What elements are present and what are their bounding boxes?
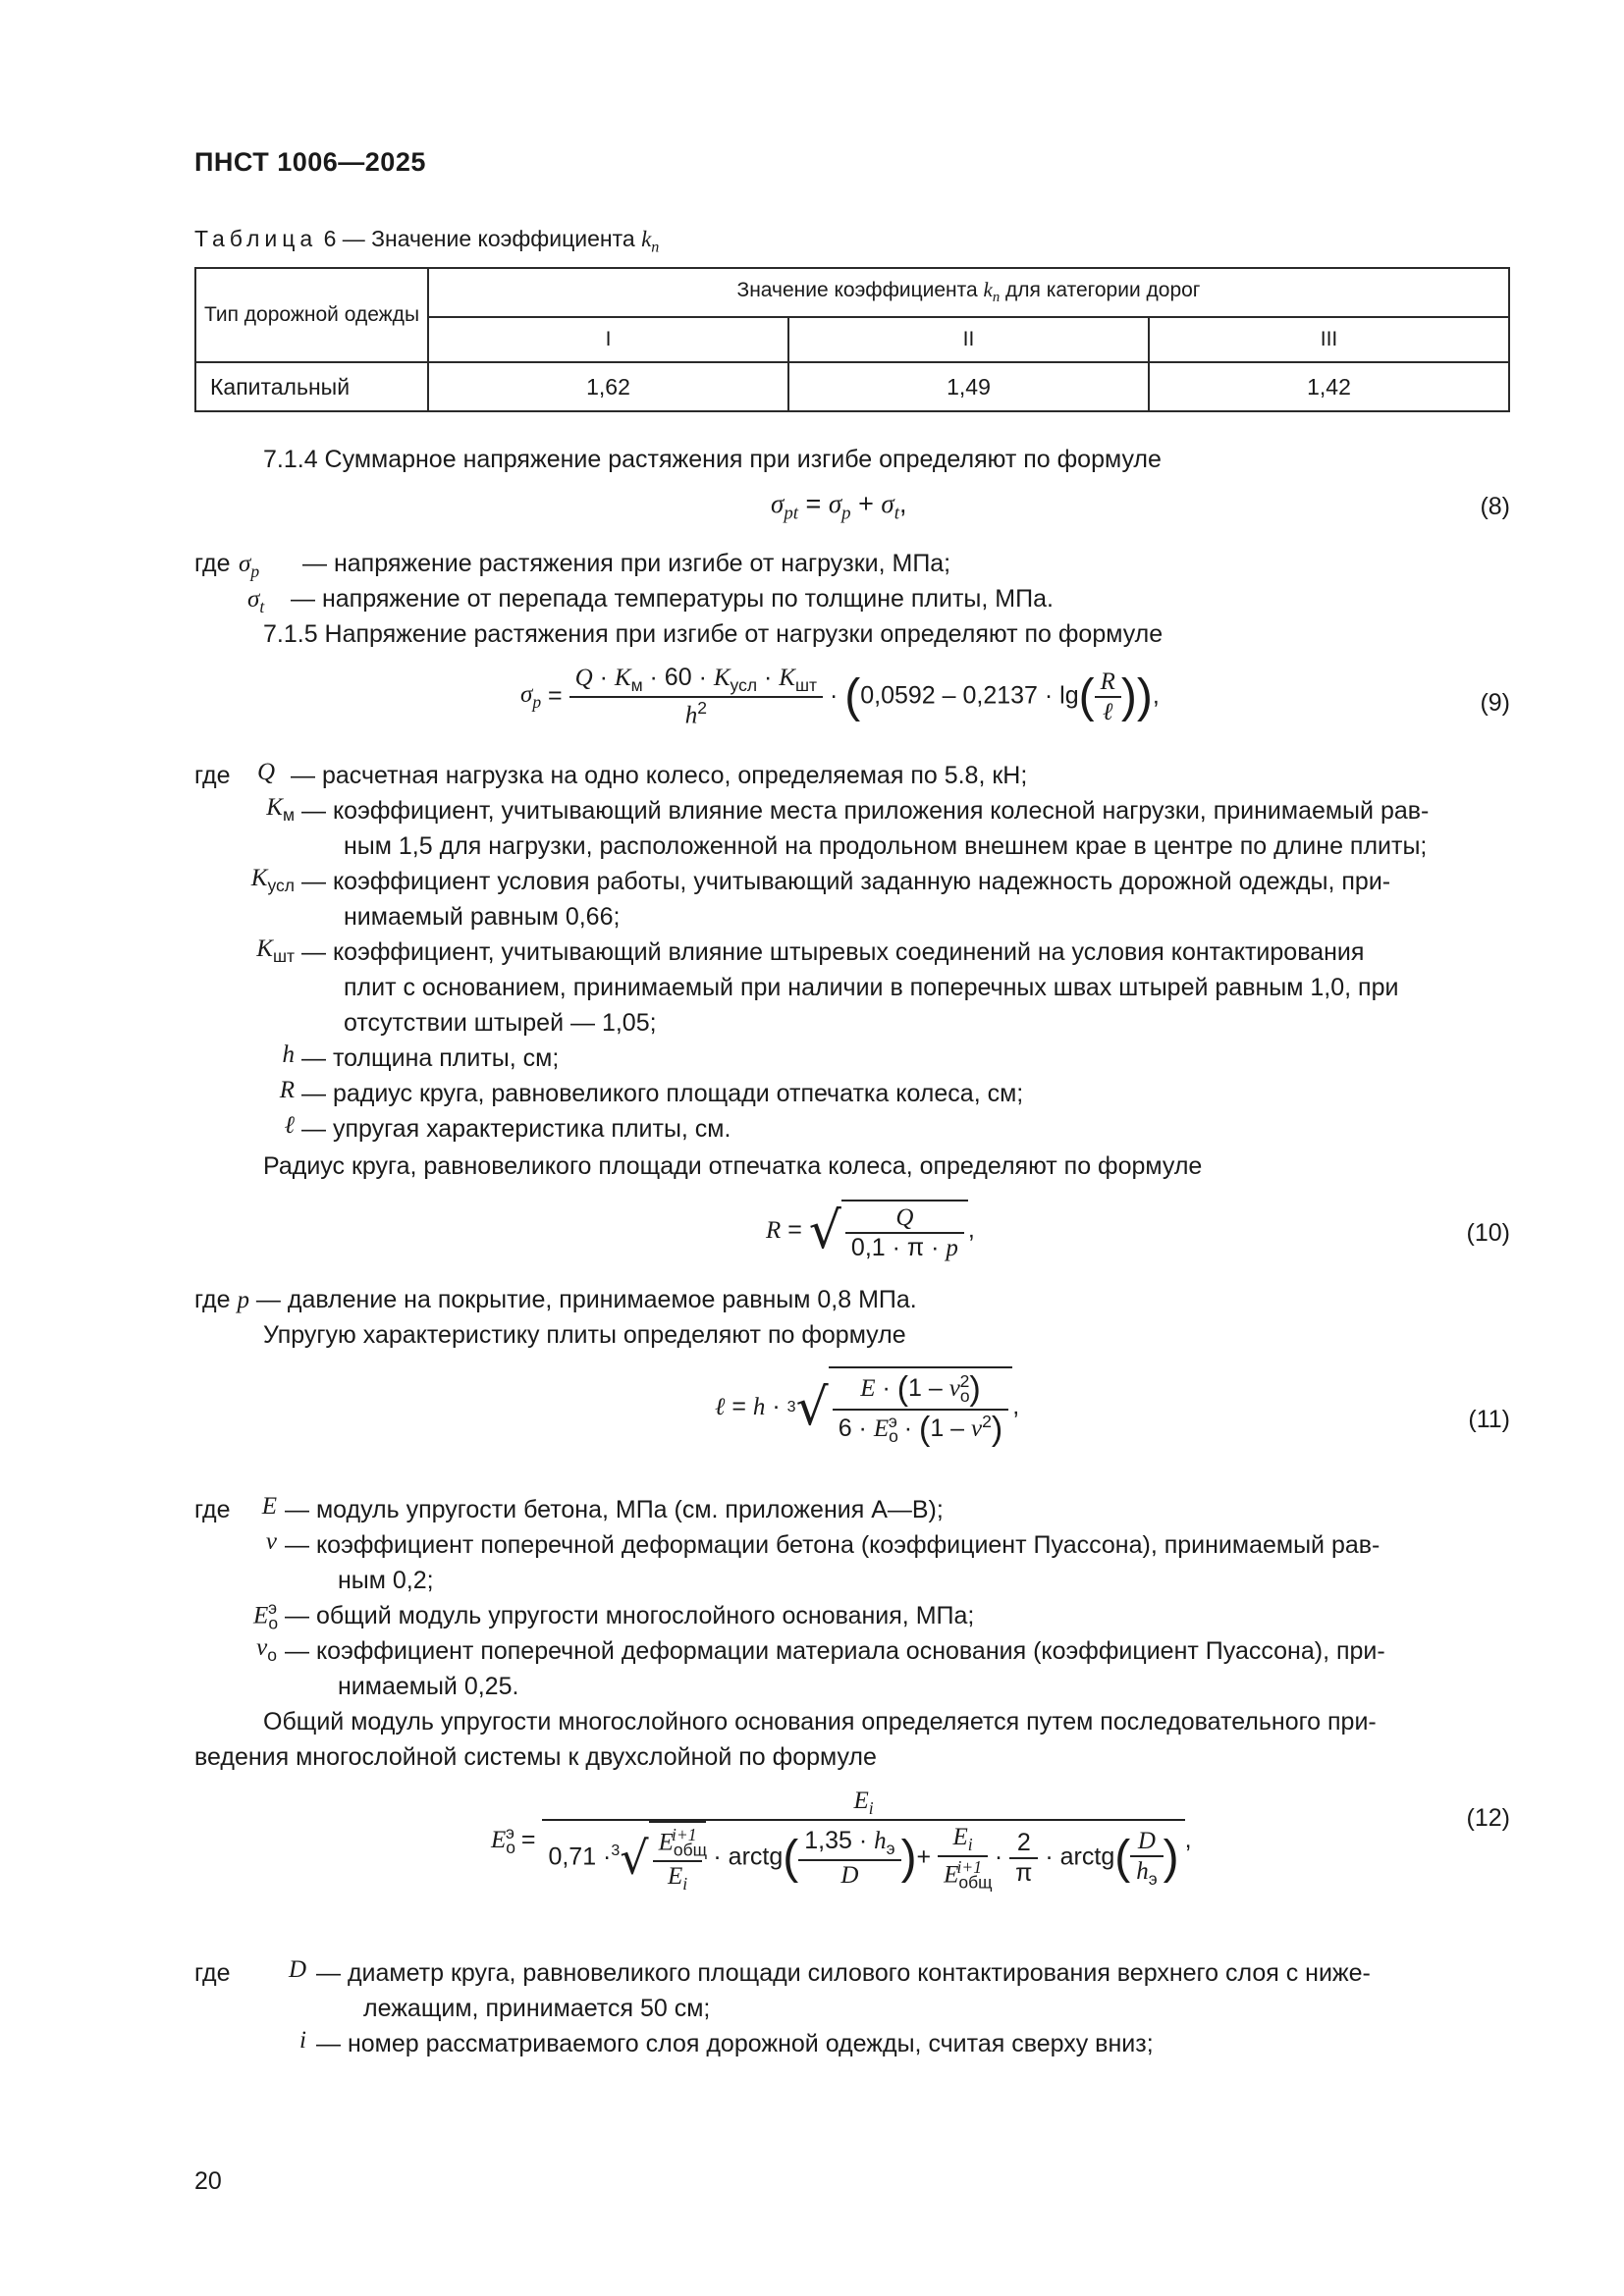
symbol-kusl: $K_{усл}$ bbox=[250, 865, 295, 895]
paragraph-general-intro-1: Общий модуль упругости многослойного основания определяется путем последовательного при- bbox=[263, 1708, 1377, 1735]
table-header-cat-1: I bbox=[428, 317, 788, 362]
where-label: где bbox=[194, 550, 231, 577]
definition-ksht-3: отсутствии штырей — 1,05; bbox=[344, 1009, 657, 1037]
table-header-cat-2: II bbox=[788, 317, 1149, 362]
symbol-nu: ν bbox=[265, 1528, 277, 1555]
equation-10: R = √ $\frac{Q}{0,1 \cdot \pi \cdot p}$ , bbox=[766, 1201, 975, 1261]
definition-ksht-2: плит с основанием, принимаемый при наличии в поперечных швах штырей равным 1,0, при bbox=[344, 974, 1399, 1001]
definition-sigma-t: — напряжение от перепада температуры по толщине плиты, МПа. bbox=[291, 585, 1054, 613]
paragraph-radius-intro: Радиус круга, равновеликого площади отпечатка колеса, определяют по формуле bbox=[263, 1152, 1203, 1180]
paragraph-7-1-4: 7.1.4 Суммарное напряжение растяжения при изгибе определяют по формуле bbox=[263, 446, 1162, 473]
document-code: ПНСТ 1006—2025 bbox=[194, 147, 426, 177]
equation-8-number: (8) bbox=[1480, 493, 1510, 520]
where-label: где bbox=[194, 1496, 231, 1523]
definition-i: — номер рассматриваемого слоя дорожной одежды, считая сверху вниз; bbox=[316, 2030, 1154, 2057]
definition-h: — толщина плиты, см; bbox=[301, 1044, 560, 1072]
equation-12-number: (12) bbox=[1466, 1804, 1510, 1832]
symbol-nuo: $\nu_о$ bbox=[256, 1634, 277, 1665]
definition-p: где p — давление на покрытие, принимаемое равным 0,8 МПа. bbox=[194, 1286, 917, 1313]
symbol-ksht: $K_{шт}$ bbox=[256, 935, 295, 966]
equation-11: ℓ = h · 3√ $\frac{E \cdot (1 - \nu_о^2)}{6 \cdot E_о^э \cdot (1 - \nu^2)}$ , bbox=[715, 1366, 1019, 1449]
definition-ksht-1: — коэффициент, учитывающий влияние штыревых соединений на условия контактирования bbox=[301, 938, 1365, 966]
symbol-eo: $E_о^э$ bbox=[253, 1598, 279, 1633]
coefficient-table bbox=[194, 267, 1510, 412]
table-cell-type: Капитальный bbox=[195, 362, 428, 411]
symbol-l: ℓ bbox=[284, 1112, 295, 1139]
table-cell-value: 1,49 bbox=[788, 362, 1149, 411]
where-label: где bbox=[194, 1959, 231, 1987]
paragraph-elastic-intro: Упругую характеристику плиты определяют по формуле bbox=[263, 1321, 906, 1349]
definition-e: — модуль упругости бетона, МПа (см. приложения А—В); bbox=[285, 1496, 944, 1523]
definition-d-2: лежащим, принимается 50 см; bbox=[363, 1995, 711, 2022]
definition-r: — радиус круга, равновеликого площади отпечатка колеса, см; bbox=[301, 1080, 1024, 1107]
symbol-h: h bbox=[282, 1041, 295, 1068]
definition-nuo-1: — коэффициент поперечной деформации материала основания (коэффициент Пуассона), при- bbox=[285, 1637, 1385, 1665]
symbol-km: $K_м$ bbox=[266, 794, 295, 825]
equation-11-number: (11) bbox=[1468, 1406, 1510, 1433]
symbol-r: R bbox=[279, 1077, 295, 1103]
paragraph-general-intro-2: ведения многослойной системы к двухслойной по формуле bbox=[194, 1743, 877, 1771]
definition-nu-2: ным 0,2; bbox=[338, 1567, 434, 1594]
definition-kusl-2: нимаемый равным 0,66; bbox=[344, 903, 621, 931]
equation-9: $\sigma_p$ = $\frac{Q \cdot K_м \cdot 60 \cdot K_{усл} \cdot K_{шт}}{h^2}$ · (0,0592 – 0,2137 · lg( $\frac{R}{\text{ℓ}}$ )), bbox=[520, 664, 1160, 729]
definition-nuo-2: нимаемый 0,25. bbox=[338, 1673, 519, 1700]
symbol-sigma-p: $\sigma_p$ bbox=[239, 551, 260, 581]
symbol-d: D bbox=[288, 1956, 306, 1983]
equation-12: $E_о^э$ = $E_i$ 0,71 ·$^3$√ $\frac{E_{общ}^{i+1}}{E_i}$ · arctg( $\frac{1,35 \cdot h_э}{D}$ )+ $\frac{E_i}{E_{общ}^{i+1}}$ · $\frac{2}{\pi}$ · arctg( $\frac{D}{h_э}$ ) , bbox=[491, 1788, 1192, 1895]
equation-8: $\sigma_{pt} = \sigma_p + \sigma_t$, bbox=[771, 489, 907, 524]
definition-d-1: — диаметр круга, равновеликого площади силового контактирования верхнего слоя с ниже- bbox=[316, 1959, 1371, 1987]
symbol-q: Q bbox=[256, 759, 275, 785]
where-label: где bbox=[194, 762, 231, 789]
table-header-group: Значение коэффициента $k_n$ для категории дорог bbox=[428, 268, 1509, 317]
table-cell-value: 1,42 bbox=[1149, 362, 1509, 411]
table-caption: Таблица 6 — Значение коэффициента $k_n$ bbox=[194, 226, 660, 256]
definition-kusl-1: — коэффициент условия работы, учитывающий заданную надежность дорожной одежды, при- bbox=[301, 868, 1391, 895]
definition-km-1: — коэффициент, учитывающий влияние места приложения колесной нагрузки, принимаемый рав- bbox=[301, 797, 1430, 825]
table-header-cat-3: III bbox=[1149, 317, 1509, 362]
definition-q: — расчетная нагрузка на одно колесо, определяемая по 5.8, кН; bbox=[291, 762, 1028, 789]
definition-l: — упругая характеристика плиты, см. bbox=[301, 1115, 731, 1143]
symbol-sigma-t: $\sigma_t$ bbox=[247, 586, 265, 616]
definition-km-2: ным 1,5 для нагрузки, расположенной на продольном внешнем крае в центре по длине плиты; bbox=[344, 832, 1428, 860]
paragraph-7-1-5: 7.1.5 Напряжение растяжения при изгибе от нагрузки определяют по формуле bbox=[263, 620, 1164, 648]
definition-eo: — общий модуль упругости многослойного основания, МПа; bbox=[285, 1602, 975, 1629]
equation-10-number: (10) bbox=[1466, 1219, 1510, 1247]
definition-nu-1: — коэффициент поперечной деформации бетона (коэффициент Пуассона), принимаемый рав- bbox=[285, 1531, 1380, 1559]
table-cell-value: 1,62 bbox=[428, 362, 788, 411]
page-number: 20 bbox=[194, 2167, 222, 2195]
symbol-e: E bbox=[261, 1493, 277, 1520]
table-header-type: Тип дорожной одежды bbox=[195, 268, 428, 362]
symbol-i: i bbox=[299, 2027, 306, 2054]
definition-sigma-p: — напряжение растяжения при изгибе от нагрузки, МПа; bbox=[302, 550, 951, 577]
equation-9-number: (9) bbox=[1480, 689, 1510, 717]
